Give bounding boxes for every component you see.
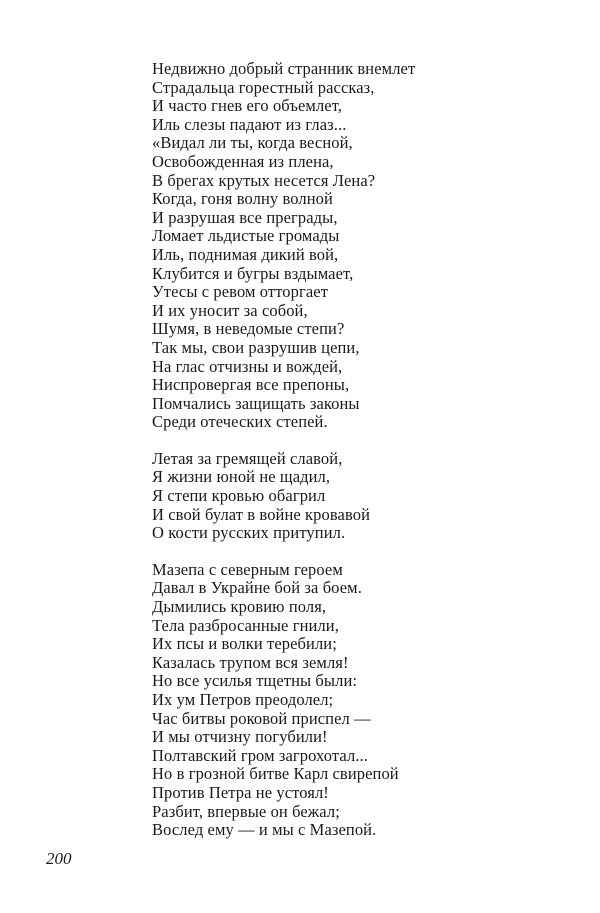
poem-line: Ломает льдистые громады	[152, 226, 340, 246]
poem-line: И часто гнев его объемлет,	[152, 96, 343, 116]
poem-line: Клубится и бугры вздымает,	[152, 263, 354, 283]
poem-line: О кости русских притупил.	[152, 523, 346, 543]
poem-line: Утесы с ревом отторгает	[152, 282, 329, 302]
poem-line: Шумя, в неведомые степи?	[152, 319, 345, 339]
stanza-1	[152, 60, 572, 432]
poem-line: Но все усилья тщетны были:	[152, 671, 358, 691]
poem-line: И разрушая все преграды,	[152, 207, 338, 227]
poem-line: Летая за гремящей славой,	[152, 448, 343, 468]
poem-line: Их ум Петров преодолел;	[152, 690, 334, 709]
poem-line: Когда, гоня волну волной	[152, 189, 333, 209]
poem-line: Тела разбросанные гнили,	[152, 615, 339, 635]
poem-line: Разбит, впервые он бежал;	[152, 801, 340, 821]
poem-text	[152, 60, 572, 840]
poem-line: В брегах крутых несется Лена?	[152, 170, 376, 190]
poem-line: И свой булат в войне кровавой	[152, 504, 371, 524]
poem-line: На глас отчизны и вождей,	[152, 356, 343, 376]
poem-line: Так мы, свои разрушив цепи,	[152, 337, 360, 357]
poem-line: Вослед ему — и мы с Мазепой.	[152, 820, 377, 840]
poem-line: Их псы и волки теребили;	[152, 634, 337, 654]
poem-line: Давал в Украйне бой за боем.	[152, 578, 362, 598]
poem-line: Иль, поднимая дикий вой,	[152, 244, 339, 264]
poem-line: Ниспровергая все препоны,	[152, 375, 350, 395]
poem-line: Недвижно добрый странник внемлет	[152, 59, 416, 78]
stanza-2	[152, 450, 572, 543]
poem-line: Страдальца горестный рассказ,	[152, 77, 375, 97]
poem-line: И мы отчизну погубили!	[152, 727, 328, 747]
poem-line: Мазепа с северным героем	[152, 559, 343, 579]
poem-line: Час битвы роковой приспел —	[152, 708, 371, 728]
stanza-3	[152, 561, 572, 840]
poem-line: Против Петра не устоял!	[152, 782, 329, 802]
page-number: 200	[46, 849, 72, 868]
poem-line: Полтавский гром загрохотал...	[152, 745, 368, 765]
poem-line: Я степи кровью обагрил	[152, 486, 326, 506]
poem-line: И их уносит за собой,	[152, 300, 308, 320]
poem-line: Иль слезы падают из глаз...	[152, 114, 347, 134]
poem-line: Среди отеческих степей.	[152, 412, 328, 432]
poem-line: Дымились кровию поля,	[152, 597, 327, 617]
poem-line: Я жизни юной не щадил,	[152, 467, 331, 487]
poem-line: Помчались защищать законы	[152, 393, 360, 413]
poem-line: Освобожденная из плена,	[152, 151, 334, 171]
poem-line: «Видал ли ты, когда весной,	[152, 133, 353, 153]
poem-line: Казалась трупом вся земля!	[152, 652, 349, 672]
poem-line: Но в грозной битве Карл свирепой	[152, 764, 399, 784]
